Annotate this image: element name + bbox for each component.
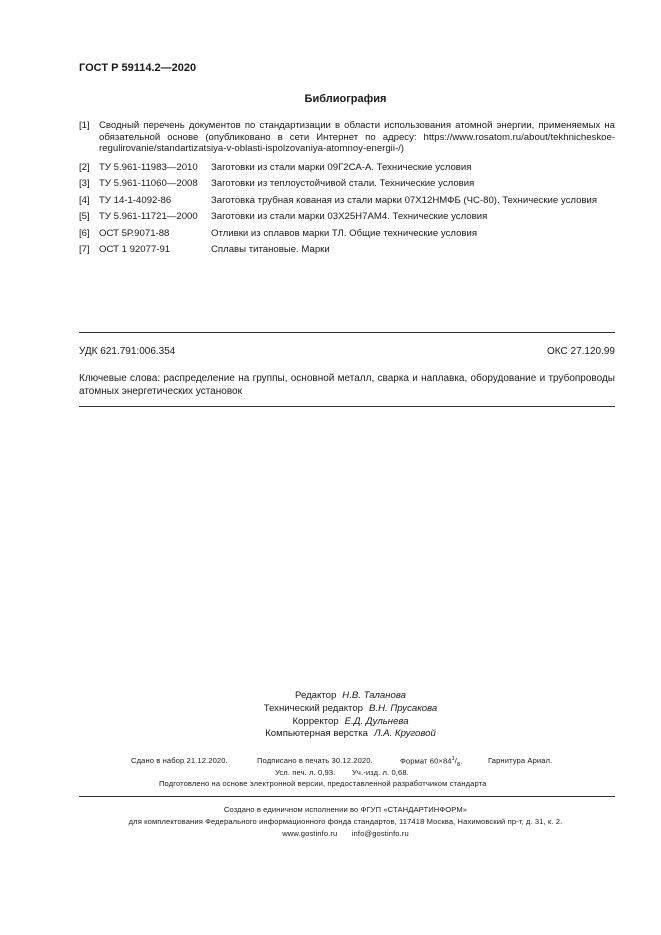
staff-credit bbox=[0, 690, 661, 701]
bibliography-item-code: ОСТ 5Р.9071-88 bbox=[99, 228, 170, 239]
bibliography-item-text: Сводный перечень документов по стандартизации в области использования атомной энергии, применяемых на обязательной основе (опубликовано в сети Интернет по адресу: https://www.rosatom.ru/about/tekhnicheskoe-regulirovanie/standartizatsiya-v-oblasti-ispolzovaniya-atomnoy-energii-/) bbox=[99, 120, 615, 154]
bibliography-item-title: Сплавы титановые. Марки bbox=[211, 244, 330, 255]
imprint-format-label: Формат 60×84 bbox=[400, 756, 452, 766]
bibliography-item-title: Заготовка трубная кованая из стали марки 07Х12НМФБ (ЧС-80). Технические условия bbox=[211, 195, 598, 206]
staff-credit bbox=[0, 728, 661, 739]
bibliography-title: Библиография bbox=[304, 93, 387, 105]
imprint-prepared: Подготовлено на основе электронной версии, предоставленной разработчиком стандарта bbox=[159, 779, 487, 788]
imprint-signed: Подписано в печать 30.12.2020. bbox=[257, 756, 373, 765]
staff-credit bbox=[0, 703, 661, 714]
staff-role: Компьютерная верстка bbox=[265, 728, 368, 739]
bibliography-item-code: ТУ 5.961-11721—2000 bbox=[99, 211, 198, 222]
footer-site-link[interactable]: www.gostinfo.ru bbox=[282, 829, 338, 838]
bibliography-item-number: [5] bbox=[79, 211, 90, 222]
staff-role: Технический редактор bbox=[263, 703, 364, 714]
bibliography-item-number: [3] bbox=[79, 178, 90, 189]
bibliography-item-title: Заготовки из стали марки 03Х25Н7АМ4. Технические условия bbox=[211, 211, 488, 222]
keywords: Ключевые слова: распределение на группы, основной металл, сварка и наплавка, оборудование и трубопроводы атомных энергетических установок bbox=[79, 373, 615, 397]
staff-name: Е.Д. Дульнева bbox=[344, 716, 409, 727]
bibliography-item-number: [2] bbox=[79, 162, 90, 173]
bibliography-item-code: ТУ 5.961-11983—2010 bbox=[99, 162, 198, 173]
imprint-print-sheets: Усл. печ. л. 0,93. bbox=[275, 768, 336, 777]
bibliography-item-number: [6] bbox=[79, 228, 90, 239]
footer-contacts bbox=[0, 829, 661, 838]
standard-code: ГОСТ Р 59114.2—2020 bbox=[79, 62, 197, 74]
udc-code: УДК 621.791:006.354 bbox=[79, 346, 176, 357]
bibliography-item-code: ТУ 5.961-11060—2008 bbox=[99, 178, 198, 189]
bibliography-item-code: ОСТ 1 92077-91 bbox=[99, 244, 171, 255]
divider bbox=[79, 332, 615, 333]
imprint-format: Формат $60\times 84^1/_8$. bbox=[400, 756, 463, 769]
footer-line: для комплектования Федерального информационного фонда стандартов, 117418 Москва, Нахимовский пр-т, д. 31, к. 2. bbox=[128, 817, 563, 826]
oks-code: ОКС 27.120.99 bbox=[547, 346, 615, 357]
staff-name: Л.А. Круговой bbox=[373, 728, 436, 739]
staff-name: В.Н. Прусакова bbox=[369, 703, 438, 714]
staff-role: Корректор bbox=[292, 716, 339, 727]
bibliography-item-title: Заготовки из стали марки 09Г2СА-А. Технические условия bbox=[211, 162, 472, 173]
staff-name: Н.В. Таланова bbox=[342, 690, 406, 701]
imprint-format-den: 8 bbox=[457, 762, 461, 769]
footer-email-link[interactable]: info@gostinfo.ru bbox=[351, 829, 409, 838]
divider bbox=[79, 406, 615, 407]
imprint-publ-sheets: Уч.-изд. л. 0,68. bbox=[352, 768, 409, 777]
imprint-format-num: 1 bbox=[451, 756, 455, 762]
bibliography-item-title: Заготовки из теплоустойчивой стали. Технические условия bbox=[211, 178, 475, 189]
bibliography-item-code: ТУ 14-1-4092-86 bbox=[99, 195, 172, 206]
bibliography-item-number: [1] bbox=[79, 120, 90, 131]
imprint-typeface: Гарнитура Ариал. bbox=[488, 756, 553, 765]
bibliography-item-number: [4] bbox=[79, 195, 90, 206]
staff-role: Редактор bbox=[294, 690, 337, 701]
imprint-sent-to-set: Сдано в набор 21.12.2020. bbox=[131, 756, 228, 765]
bibliography-item-number: [7] bbox=[79, 244, 90, 255]
footer-line: Создано в единичном исполнении во ФГУП «СТАНДАРТИНФОРМ» bbox=[223, 805, 468, 814]
bibliography-item-title: Отливки из сплавов марки ТЛ. Общие технические условия bbox=[211, 228, 478, 239]
divider bbox=[79, 796, 615, 797]
staff-credit bbox=[0, 716, 661, 727]
